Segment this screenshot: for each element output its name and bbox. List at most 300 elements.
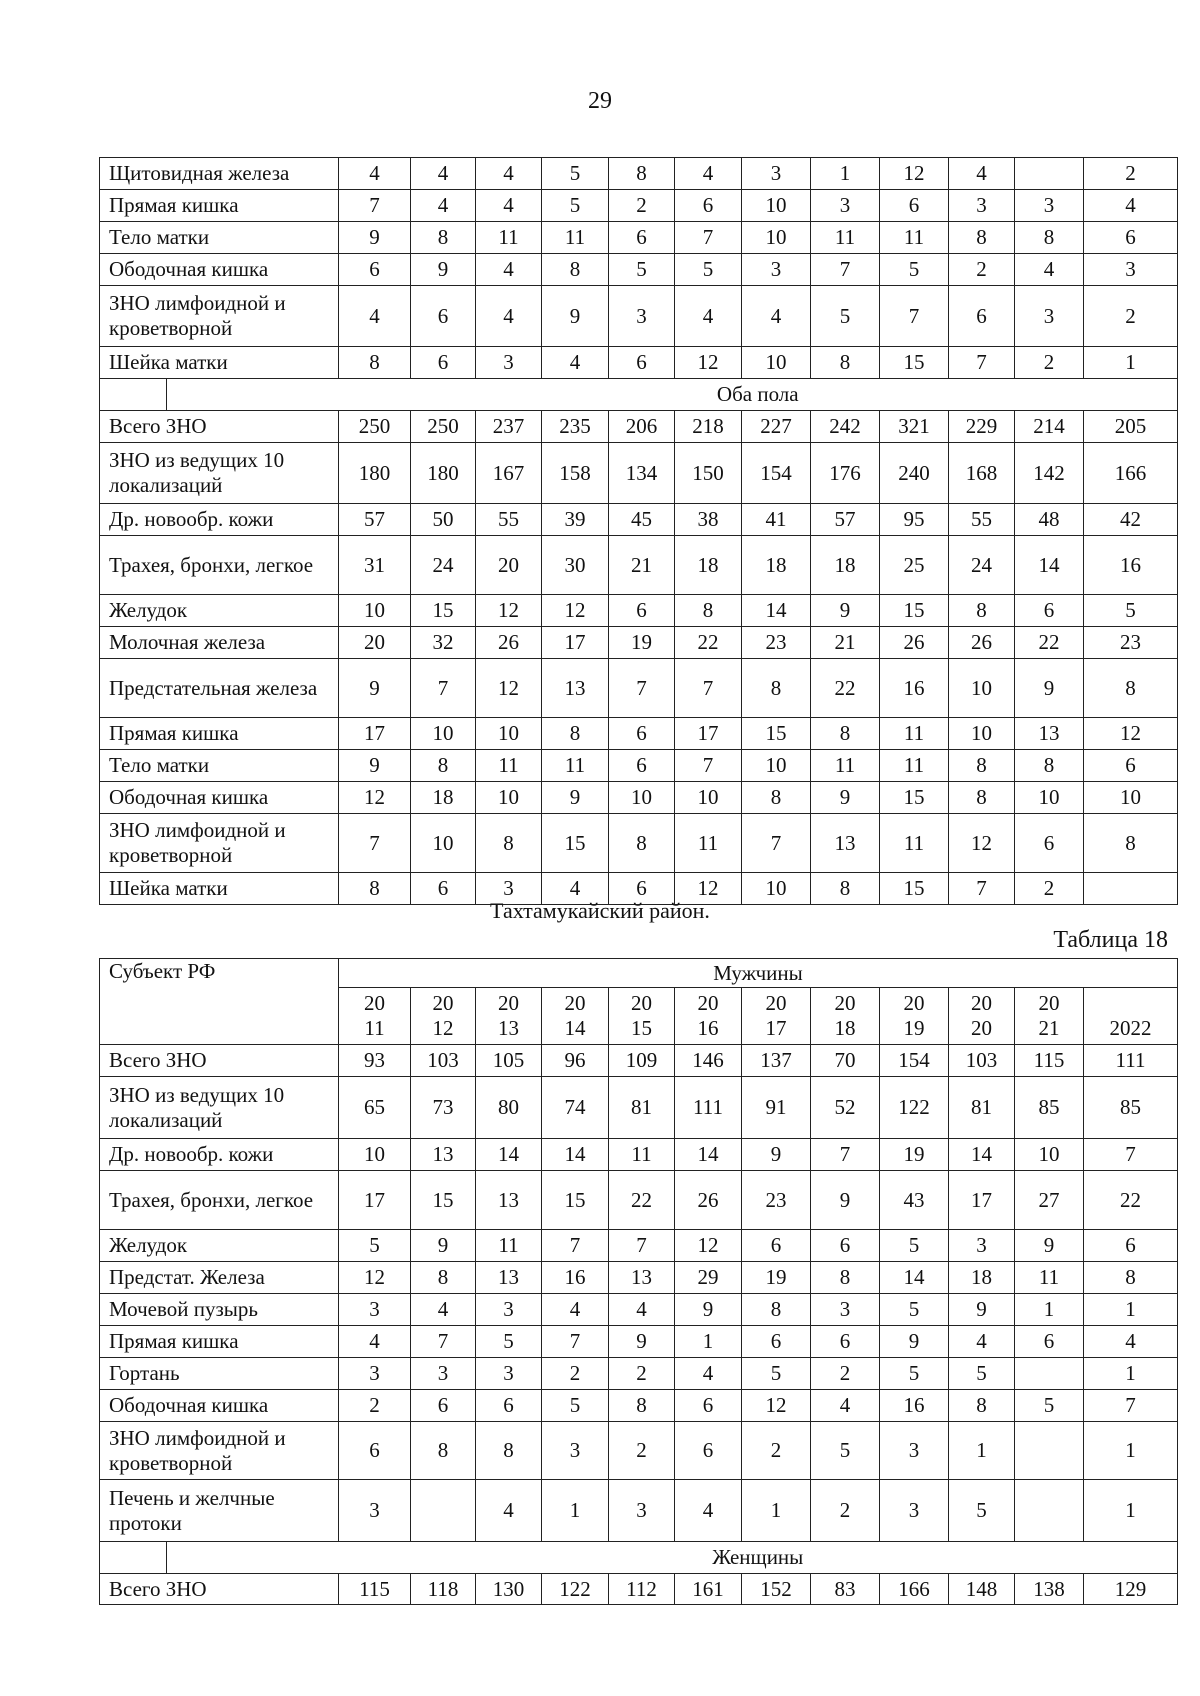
table-cell: 10 (949, 659, 1015, 718)
table-row (100, 190, 1178, 222)
table-row (100, 536, 1178, 595)
table-cell: 3 (476, 1294, 542, 1326)
year-header-part-a: 20 (765, 991, 787, 1015)
row-label: Всего ЗНО (100, 1045, 339, 1077)
row-label: Печень и желчные протоки (100, 1480, 339, 1542)
table-cell: 9 (609, 1326, 675, 1358)
table-cell: 18 (675, 536, 742, 595)
table-cell: 5 (880, 1358, 949, 1390)
table-cell: 1 (949, 1422, 1015, 1480)
table-cell: 81 (609, 1077, 675, 1139)
table-cell: 19 (880, 1139, 949, 1171)
table-cell: 15 (880, 873, 949, 905)
row-label: ЗНО из ведущих 10 локализаций (100, 1077, 339, 1139)
table-cell: 2 (1084, 286, 1178, 347)
section-row (100, 379, 1178, 411)
table-cell: 8 (339, 347, 411, 379)
table-cell: 21 (811, 627, 880, 659)
table-cell: 10 (949, 718, 1015, 750)
year-header-part-b: 19 (903, 1016, 925, 1040)
row-label: Всего ЗНО (100, 1574, 339, 1605)
table-cell: 22 (609, 1171, 675, 1230)
table-cell: 10 (742, 190, 811, 222)
table-cell: 22 (1084, 1171, 1178, 1230)
table-cell: 3 (1084, 254, 1178, 286)
table-cell: 3 (949, 190, 1015, 222)
table-cell: 16 (880, 659, 949, 718)
table-cell: 168 (949, 443, 1015, 504)
table-cell: 25 (880, 536, 949, 595)
table-cell: 14 (542, 1139, 609, 1171)
table-cell: 250 (411, 411, 476, 443)
table-cell: 6 (742, 1230, 811, 1262)
table-cell: 4 (339, 1326, 411, 1358)
table-cell: 129 (1084, 1574, 1178, 1605)
table-cell: 7 (675, 222, 742, 254)
table-cell: 10 (1015, 1139, 1084, 1171)
table-cell: 15 (411, 1171, 476, 1230)
row-label: Прямая кишка (100, 718, 339, 750)
year-header-part-b: 20 (971, 1016, 992, 1040)
table-cell: 10 (411, 814, 476, 873)
table-cell: 158 (542, 443, 609, 504)
table-cell: 206 (609, 411, 675, 443)
row-label: Всего ЗНО (100, 411, 339, 443)
table-cell: 6 (1015, 1326, 1084, 1358)
table-cell: 55 (476, 504, 542, 536)
table-cell: 6 (339, 1422, 411, 1480)
table-cell: 4 (339, 286, 411, 347)
table-cell: 118 (411, 1574, 476, 1605)
table-cell: 8 (742, 782, 811, 814)
table-cell: 12 (742, 1390, 811, 1422)
table-cell: 11 (476, 750, 542, 782)
year-header (609, 988, 675, 1045)
table-cell: 39 (542, 504, 609, 536)
table-cell: 12 (675, 1230, 742, 1262)
table-row (100, 718, 1178, 750)
table-cell: 3 (742, 158, 811, 190)
table-cell: 7 (411, 1326, 476, 1358)
table-cell: 10 (675, 782, 742, 814)
year-header-part-a: 20 (564, 991, 586, 1015)
table-cell: 41 (742, 504, 811, 536)
table-cell: 10 (1084, 782, 1178, 814)
table-cell: 5 (609, 254, 675, 286)
table-cell: 17 (339, 718, 411, 750)
table-cell: 3 (609, 1480, 675, 1542)
table-cell: 11 (542, 222, 609, 254)
year-header-part-a: 20 (834, 991, 856, 1015)
table-cell: 6 (811, 1326, 880, 1358)
table-cell: 6 (880, 190, 949, 222)
table-cell: 6 (949, 286, 1015, 347)
row-label: Тело матки (100, 222, 339, 254)
table-cell: 9 (811, 595, 880, 627)
table-cell: 6 (811, 1230, 880, 1262)
row-label: Гортань (100, 1358, 339, 1390)
table-cell: 9 (1015, 1230, 1084, 1262)
table-cell: 11 (476, 1230, 542, 1262)
row-label: Др. новообр. кожи (100, 504, 339, 536)
table-cell: 52 (811, 1077, 880, 1139)
table-cell: 8 (811, 718, 880, 750)
table-cell: 93 (339, 1045, 411, 1077)
row-label: ЗНО из ведущих 10 локализаций (100, 443, 339, 504)
row-label: ЗНО лимфоидной и кроветворной (100, 286, 339, 347)
table-cell: 4 (476, 190, 542, 222)
table-cell: 2 (339, 1390, 411, 1422)
year-header (811, 988, 880, 1045)
table-cell: 65 (339, 1077, 411, 1139)
year-header-part-a: 20 (364, 991, 385, 1015)
table-cell: 180 (339, 443, 411, 504)
table-cell: 8 (949, 1390, 1015, 1422)
row-label: Щитовидная железа (100, 158, 339, 190)
table-cell: 176 (811, 443, 880, 504)
table-cell: 148 (949, 1574, 1015, 1605)
table-cell: 7 (542, 1230, 609, 1262)
table-row (100, 443, 1178, 504)
table-cell: 55 (949, 504, 1015, 536)
table-row (100, 1358, 1178, 1390)
table-cell: 27 (1015, 1171, 1084, 1230)
table-cell: 15 (542, 1171, 609, 1230)
table-cell: 8 (411, 1262, 476, 1294)
table-cell: 1 (1084, 1422, 1178, 1480)
year-header-part-b: 21 (1038, 1016, 1060, 1040)
table-cell: 11 (476, 222, 542, 254)
table-cell: 11 (880, 750, 949, 782)
table-cell: 11 (880, 814, 949, 873)
table-cell: 12 (339, 782, 411, 814)
table-row (100, 1139, 1178, 1171)
table-cell: 6 (609, 595, 675, 627)
table-cell: 3 (476, 873, 542, 905)
table-cell: 14 (476, 1139, 542, 1171)
table-row (100, 504, 1178, 536)
table-cell: 134 (609, 443, 675, 504)
table-cell: 14 (742, 595, 811, 627)
table-cell: 26 (949, 627, 1015, 659)
table-cell: 11 (542, 750, 609, 782)
table-cell: 8 (411, 750, 476, 782)
table-cell: 8 (476, 814, 542, 873)
table-cell: 112 (609, 1574, 675, 1605)
table-cell: 4 (609, 1294, 675, 1326)
table-cell: 7 (1084, 1390, 1178, 1422)
table-cell: 111 (1084, 1045, 1178, 1077)
table-cell: 74 (542, 1077, 609, 1139)
table-cell: 6 (675, 1422, 742, 1480)
table-cell: 7 (949, 347, 1015, 379)
page-number: 29 (588, 88, 612, 114)
table-cell: 10 (742, 347, 811, 379)
table-cell: 26 (880, 627, 949, 659)
table-cell: 5 (542, 158, 609, 190)
table-cell: 12 (675, 873, 742, 905)
table-cell: 3 (339, 1294, 411, 1326)
table-cell: 6 (609, 347, 675, 379)
table-cell: 2 (742, 1422, 811, 1480)
table-cell: 227 (742, 411, 811, 443)
table-cell: 15 (411, 595, 476, 627)
year-header-part-b: 18 (834, 1016, 856, 1040)
table-cell: 3 (949, 1230, 1015, 1262)
table-cell: 31 (339, 536, 411, 595)
table-cell: 8 (411, 222, 476, 254)
table-cell: 3 (1015, 286, 1084, 347)
table-cell: 214 (1015, 411, 1084, 443)
table-cell: 8 (542, 254, 609, 286)
table-cell: 9 (880, 1326, 949, 1358)
table-cell: 1 (811, 158, 880, 190)
table-cell: 10 (742, 222, 811, 254)
year-header (476, 988, 542, 1045)
section-label-women: Женщины (339, 1542, 1178, 1574)
year-header-part-a: 20 (498, 991, 519, 1015)
table-cell: 15 (880, 595, 949, 627)
table-cell: 122 (542, 1574, 609, 1605)
table-cell: 7 (542, 1326, 609, 1358)
table-cell: 18 (811, 536, 880, 595)
table-cell: 12 (339, 1262, 411, 1294)
table-cell: 2 (949, 254, 1015, 286)
table-cell: 24 (949, 536, 1015, 595)
table-cell: 13 (542, 659, 609, 718)
table-cell: 103 (949, 1045, 1015, 1077)
table-cell: 8 (742, 659, 811, 718)
table-cell: 5 (880, 1230, 949, 1262)
table-cell: 5 (542, 190, 609, 222)
table-cell: 45 (609, 504, 675, 536)
section-label-men: Мужчины (339, 959, 1178, 988)
table-cell: 5 (949, 1358, 1015, 1390)
year-header-part-b: 11 (364, 1016, 385, 1040)
table-cell: 57 (811, 504, 880, 536)
table-cell: 14 (675, 1139, 742, 1171)
table-cell: 32 (411, 627, 476, 659)
year-header-part-b: 17 (765, 1016, 787, 1040)
table-cell: 95 (880, 504, 949, 536)
table-cell: 23 (742, 1171, 811, 1230)
section-label-both-sexes: Оба пола (339, 379, 1178, 411)
table-cell: 167 (476, 443, 542, 504)
table-cell: 10 (411, 718, 476, 750)
table-cell: 8 (1084, 1262, 1178, 1294)
table-cell: 9 (811, 782, 880, 814)
table-cell: 3 (476, 347, 542, 379)
table-cell: 10 (742, 750, 811, 782)
table-cell: 29 (675, 1262, 742, 1294)
table-cell: 6 (339, 254, 411, 286)
table-cell: 166 (1084, 443, 1178, 504)
table-cell: 10 (742, 873, 811, 905)
table-cell: 5 (742, 1358, 811, 1390)
table-cell: 7 (880, 286, 949, 347)
table-cell: 16 (1084, 536, 1178, 595)
table-cell: 42 (1084, 504, 1178, 536)
table-cell: 57 (339, 504, 411, 536)
table-row (100, 1390, 1178, 1422)
table-cell: 15 (880, 347, 949, 379)
year-header-part-a: 20 (1038, 991, 1060, 1015)
table-cell: 8 (411, 1422, 476, 1480)
table-cell: 5 (880, 254, 949, 286)
table-row (100, 254, 1178, 286)
table-cell: 5 (339, 1230, 411, 1262)
table-cell: 11 (609, 1139, 675, 1171)
row-label: Прямая кишка (100, 1326, 339, 1358)
year-header-part-b: 12 (432, 1016, 454, 1040)
table-cell: 6 (609, 718, 675, 750)
header-row (100, 959, 1178, 988)
table-cell: 12 (476, 659, 542, 718)
table-row (100, 1171, 1178, 1230)
table-cell: 19 (742, 1262, 811, 1294)
year-header (949, 988, 1015, 1045)
table-cell: 4 (476, 158, 542, 190)
year-header-part-a: 20 (903, 991, 925, 1015)
row-label: Др. новообр. кожи (100, 1139, 339, 1171)
table-cell: 6 (411, 1390, 476, 1422)
table-cell: 8 (609, 158, 675, 190)
table-cell: 3 (476, 1358, 542, 1390)
table-cell: 1 (742, 1480, 811, 1542)
table-cell: 4 (411, 190, 476, 222)
table-row (100, 750, 1178, 782)
table-cell: 7 (609, 1230, 675, 1262)
table-cell: 6 (675, 190, 742, 222)
year-header-part-a: 20 (697, 991, 719, 1015)
table-cell: 2 (1015, 873, 1084, 905)
table-cell: 4 (411, 158, 476, 190)
table-cell: 2 (1015, 347, 1084, 379)
table-cell: 152 (742, 1574, 811, 1605)
table-cell: 80 (476, 1077, 542, 1139)
table-row (100, 595, 1178, 627)
table-cell: 9 (339, 659, 411, 718)
table-cell: 115 (1015, 1045, 1084, 1077)
table-cell: 10 (609, 782, 675, 814)
table-cell (1015, 1422, 1084, 1480)
table-cell: 229 (949, 411, 1015, 443)
table-cell: 161 (675, 1574, 742, 1605)
row-label: Предстат. Железа (100, 1262, 339, 1294)
table-cell: 2 (609, 1422, 675, 1480)
table-cell: 17 (542, 627, 609, 659)
table-cell: 15 (880, 782, 949, 814)
table-cell: 13 (811, 814, 880, 873)
table-cell: 142 (1015, 443, 1084, 504)
table-row (100, 222, 1178, 254)
table-cell: 8 (949, 750, 1015, 782)
table-cell: 6 (609, 222, 675, 254)
table-cell: 9 (811, 1171, 880, 1230)
table-cell: 6 (411, 347, 476, 379)
table-cell: 10 (476, 718, 542, 750)
table-cell: 14 (949, 1139, 1015, 1171)
table-cell: 4 (1015, 254, 1084, 286)
table-row (100, 1480, 1178, 1542)
year-header (542, 988, 609, 1045)
year-header (1015, 988, 1084, 1045)
table-cell: 85 (1084, 1077, 1178, 1139)
table-cell: 4 (411, 1294, 476, 1326)
table-cell: 13 (476, 1262, 542, 1294)
table-cell: 4 (675, 286, 742, 347)
table-cell: 3 (811, 1294, 880, 1326)
table-cell: 6 (1084, 1230, 1178, 1262)
table-cell: 48 (1015, 504, 1084, 536)
table-cell: 11 (811, 750, 880, 782)
table-cell: 7 (742, 814, 811, 873)
table-cell: 3 (542, 1422, 609, 1480)
table-cell: 4 (542, 347, 609, 379)
row-label: Желудок (100, 595, 339, 627)
table-cell: 5 (476, 1326, 542, 1358)
table-cell: 22 (811, 659, 880, 718)
table-cell: 8 (949, 782, 1015, 814)
table-cell: 6 (675, 1390, 742, 1422)
table-cell: 96 (542, 1045, 609, 1077)
table-cell: 109 (609, 1045, 675, 1077)
table-cell: 1 (1084, 347, 1178, 379)
table-cell: 8 (1015, 222, 1084, 254)
table-cell: 7 (675, 750, 742, 782)
table-cell: 146 (675, 1045, 742, 1077)
row-label: ЗНО лимфоидной и кроветворной (100, 1422, 339, 1480)
table-cell: 6 (411, 286, 476, 347)
section-row (100, 1542, 1178, 1574)
table-cell: 8 (476, 1422, 542, 1480)
subject-header: Субъект РФ (100, 959, 339, 1045)
table-cell: 15 (742, 718, 811, 750)
table-cell: 22 (1015, 627, 1084, 659)
table-cell: 180 (411, 443, 476, 504)
table-cell: 7 (609, 659, 675, 718)
table-cell: 250 (339, 411, 411, 443)
table-cell: 6 (476, 1390, 542, 1422)
table-cell: 5 (949, 1480, 1015, 1542)
table-cell: 12 (880, 158, 949, 190)
row-label: Прямая кишка (100, 190, 339, 222)
table-row (100, 1326, 1178, 1358)
table-row (100, 286, 1178, 347)
table-cell: 14 (880, 1262, 949, 1294)
table-cell: 8 (339, 873, 411, 905)
table-row (100, 1422, 1178, 1480)
year-header-part-b: 14 (564, 1016, 586, 1040)
year-header (411, 988, 476, 1045)
table-cell: 81 (949, 1077, 1015, 1139)
table-cell: 4 (476, 286, 542, 347)
table-cell: 10 (339, 595, 411, 627)
table-cell: 3 (1015, 190, 1084, 222)
year-header-part-a: 20 (971, 991, 992, 1015)
table-cell: 20 (339, 627, 411, 659)
table-cell: 12 (542, 595, 609, 627)
table-cell: 8 (811, 873, 880, 905)
table-cell: 15 (542, 814, 609, 873)
table-cell: 6 (1015, 814, 1084, 873)
table-cell: 23 (1084, 627, 1178, 659)
table-cell (1015, 1480, 1084, 1542)
table-cell: 2 (1084, 158, 1178, 190)
table-cell: 237 (476, 411, 542, 443)
table-cell: 14 (1015, 536, 1084, 595)
table-row (100, 1262, 1178, 1294)
